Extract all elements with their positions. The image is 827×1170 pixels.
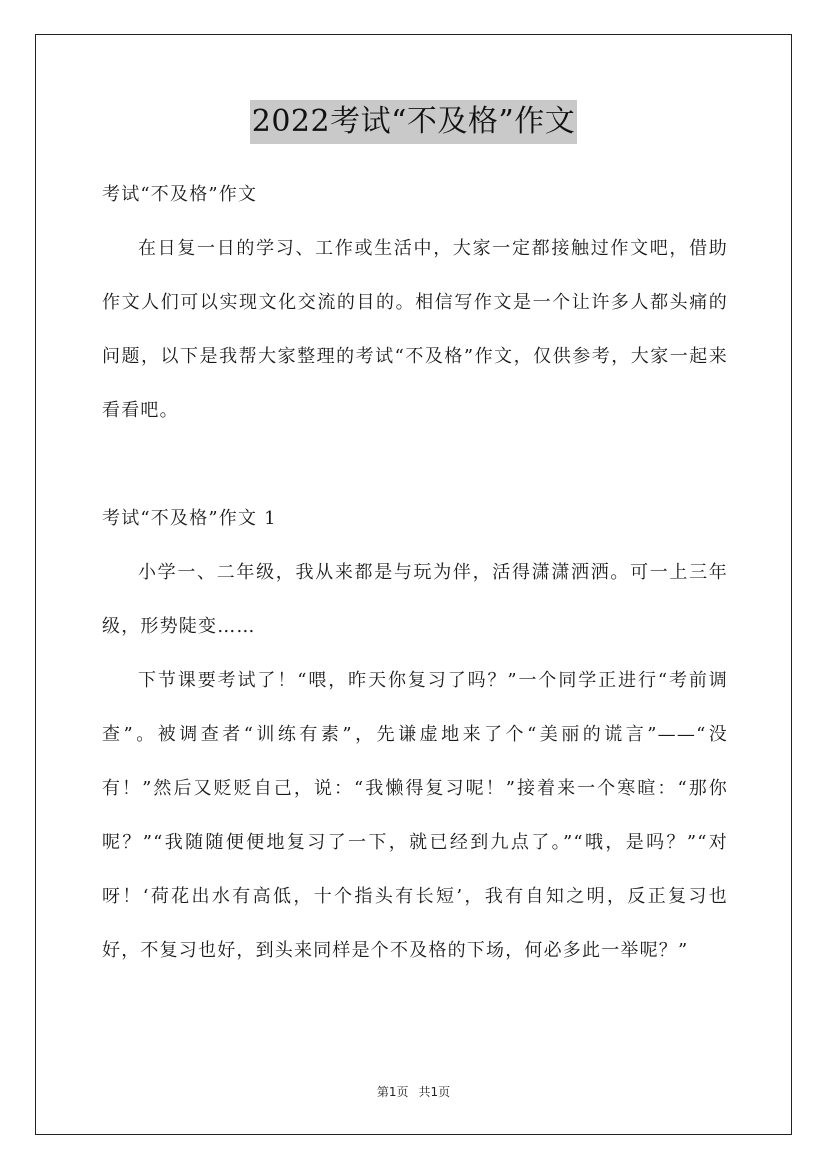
document-body [102,168,728,978]
section-heading: 考试“不及格”作文 1 [102,508,277,529]
subtitle: 考试“不及格”作文 [102,184,258,205]
page-total: 共1页 [418,1085,451,1099]
intro-paragraph: 在日复一日的学习、工作或生活中，大家一定都接触过作文吧，借助作文人们可以实现文化交流的目的。相信写作文是一个让许多人都头痛的问题，以下是我帮大家整理的考试“不及格”作文，仅供参考，大家一起来看看吧。 [102,238,728,421]
page-number: 第1页 [376,1085,409,1099]
body-paragraph: 下节课要考试了！“喂，昨天你复习了吗？”一个同学正进行“考前调查”。被调查者“训练有素”，先谦虚地来了个“美丽的谎言”——“没有！”然后又贬贬自己，说：“我懒得复习呢！”接着来一个寒暄：“那你呢？”“我随随便便地复习了一下，就已经到九点了。”“哦，是吗？”“对呀！‘荷花出水有高低，十个指头有长短’，我有自知之明，反正复习也好，不复习也好，到头来同样是个不及格的下场，何必多此一举呢？” [102,670,728,961]
page-title: 2022考试“不及格”作文 [250,100,578,144]
page-footer [0,1083,827,1100]
title-container [0,100,827,144]
body-paragraph: 小学一、二年级，我从来都是与玩为伴，活得潇潇洒洒。可一上三年级，形势陡变…… [102,562,728,637]
section-spacer [102,438,728,492]
